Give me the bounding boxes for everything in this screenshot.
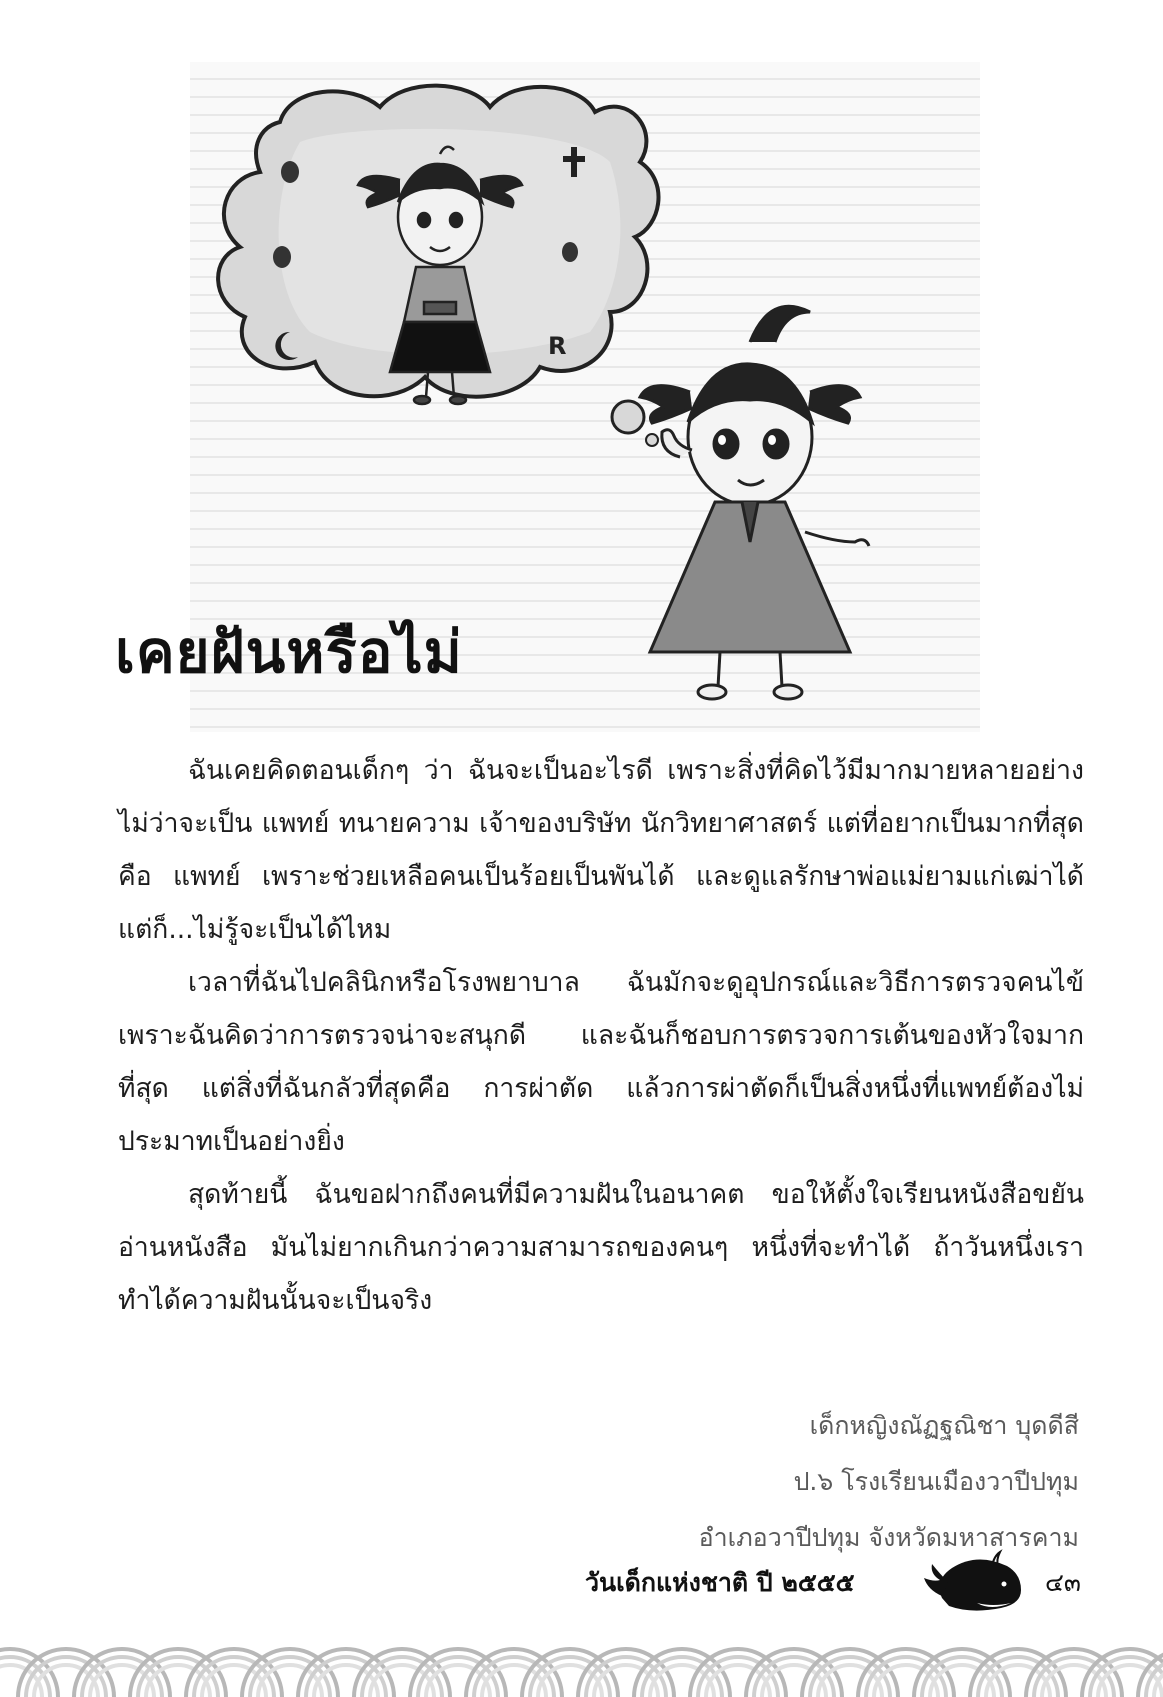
page-number: ๔๓ [1045, 1568, 1082, 1597]
seal-icon [273, 246, 291, 268]
story-paragraph: ฉันเคยคิดตอนเด็กๆ ว่า ฉันจะเป็นอะไรดี เพราะสิ่งที่คิดไว้มีมากมายหลายอย่าง ไม่ว่าจะเป็น แพทย์ ทนายความ เจ้าของบริษัท นักวิทยาศาสตร์ แต่ที่อยากเป็นมากที่สุดคือ แพทย์ เพราะช่วยเหลือคนเป็นร้อยเป็นพันได้ และดูแลรักษาพ่อแม่ยามแก่เฒ่าได้ แต่ก็...ไม่รู้จะเป็นได้ไหม [118, 755, 1084, 945]
seal-icon [562, 242, 578, 262]
author-name: เด็กหญิงณัฏฐณิชา บุดดีสี [809, 1411, 1079, 1440]
seal-icon [281, 161, 299, 183]
story-paragraph: เวลาที่ฉันไปคลินิกหรือโรงพยาบาล ฉันมักจะดูอุปกรณ์และวิธีการตรวจคนไข้ เพราะฉันคิดว่าการตรวจน่าจะสนุกดี และฉันก็ชอบการตรวจการเต้นของหัวใจมากที่สุด แต่สิ่งที่ฉันกลัวที่สุดคือ การผ่าตัด แล้วการผ่าตัดก็เป็นสิ่งหนึ่งที่แพทย์ต้องไม่ประมาทเป็นอย่างยิ่ง [118, 967, 1084, 1157]
author-credit [699, 1398, 1079, 1566]
story-paragraph: สุดท้ายนี้ ฉันขอฝากถึงคนที่มีความฝันในอนาคต ขอให้ตั้งใจเรียนหนังสือขยันอ่านหนังสือ มันไม่ยากเกินกว่าความสามารถของคนๆ หนึ่งที่จะทำได้ ถ้าวันหนึ่งเราทำได้ความฝันนั้นจะเป็นจริง [118, 1179, 1084, 1316]
author-school: ป.๖ โรงเรียนเมืองวาปีปทุม [793, 1467, 1079, 1496]
author-location: อำเภอวาปีปทุม จังหวัดมหาสารคาม [698, 1523, 1079, 1552]
decorative-arches [0, 1605, 1163, 1697]
story-body [118, 744, 1084, 1327]
footer-caption: วันเด็กแห่งชาติ ปี ๒๕๕๕ [585, 1568, 855, 1597]
thought-bubble [646, 434, 658, 446]
thought-bubble [612, 401, 644, 433]
story-title: เคยฝันหรือไม่ [115, 618, 463, 686]
dream-letter-r: R [548, 332, 567, 360]
